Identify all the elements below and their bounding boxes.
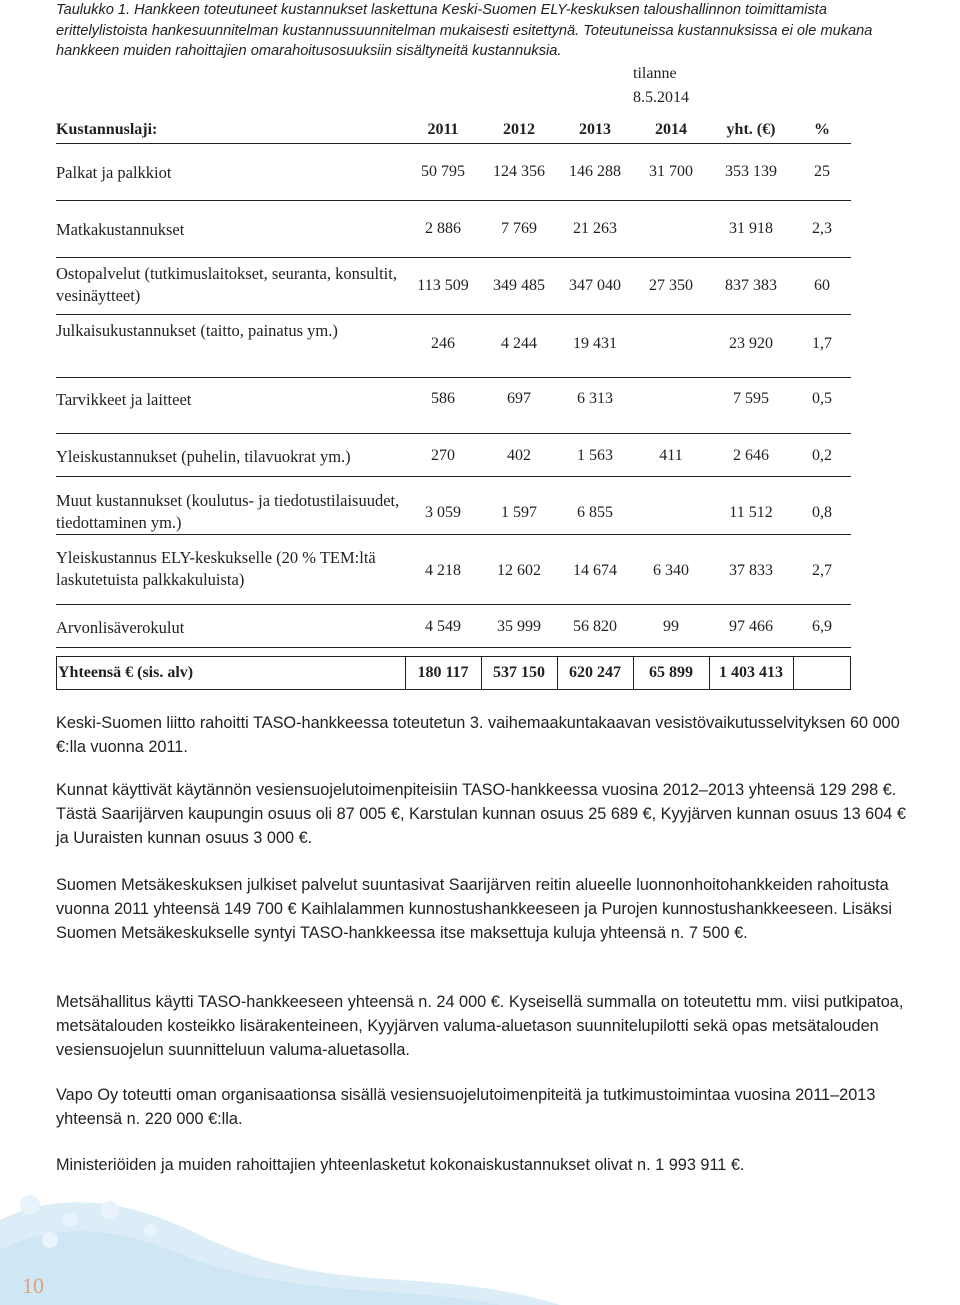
header-2014: 2014 [655,121,687,138]
paragraph-kunnat: Kunnat käyttivät käytännön vesiensuojelutoimenpiteisiin TASO-hankkeessa vuosina 2012–2013 yhteensä 129 298 €. Tästä Saarijärven kaupungin osuus oli 87 005 €, Karstulan kunnan osuus 25 689 €, Kyyjärven kunnan osuus 13 604 € ja Uuraisten kunnan osuus 3 000 €. [56,781,906,847]
total-cell-percent [793,656,851,690]
row-label: Yleiskustannukset (puhelin, tilavuokrat ym.) [56,447,351,466]
table-cell: 3 059 [425,504,461,521]
total-2012: 537 150 [493,664,545,681]
row-rule [56,647,851,648]
row-label: Yleiskustannus ELY-keskukselle (20 % TEM:ltä laskutetuista palkkakuluista) [56,548,376,589]
decorative-wave [0,1180,960,1305]
table-cell: 270 [431,447,455,464]
table-cell: 25 [814,163,830,180]
table-cell: 2,7 [812,562,832,579]
paragraph-vapo: Vapo Oy toteutti oman organisaationsa sisällä vesiensuojelutoimenpiteitä ja tutkimustoimintaa vuosina 2011–2013 yhteensä n. 220 000 €:lla. [56,1086,876,1128]
table-cell: 37 833 [729,562,773,579]
row-rule [56,257,851,258]
table-cell: 1,7 [812,335,832,352]
total-2011: 180 117 [417,664,469,681]
row-rule [56,314,851,315]
row-label: Muut kustannukset (koulutus- ja tiedotustilaisuudet, tiedottaminen ym.) [56,491,400,532]
table-cell: 12 602 [497,562,541,579]
table-cell: 6 855 [577,504,613,521]
header-rule [56,143,851,144]
row-rule [56,604,851,605]
status-date: 8.5.2014 [633,89,689,106]
table-cell: 0,2 [812,447,832,464]
row-label: Palkat ja palkkiot [56,163,172,182]
row-rule [56,476,851,477]
table-cell: 31 918 [729,220,773,237]
row-label: Matkakustannukset [56,220,185,239]
table-cell: 23 920 [729,335,773,352]
header-2013: 2013 [579,121,611,138]
table-cell: 246 [431,335,455,352]
row-rule [56,377,851,378]
status-label: tilanne [633,65,677,82]
table-cell: 97 466 [729,618,773,635]
table-cell: 1 597 [501,504,537,521]
table-cell: 6 340 [653,562,689,579]
table-cell: 56 820 [573,618,617,635]
row-rule [56,534,851,535]
table-cell: 837 383 [725,277,777,294]
total-2013: 620 247 [569,664,621,681]
table-cell: 349 485 [493,277,545,294]
table-cell: 586 [431,390,455,407]
header-cost-type: Kustannuslaji: [56,121,158,138]
table-cell: 4 549 [425,618,461,635]
table-cell: 113 509 [417,277,469,294]
table-cell: 4 244 [501,335,537,352]
table-cell: 7 769 [501,220,537,237]
table-cell: 353 139 [725,163,777,180]
table-cell: 11 512 [729,504,773,521]
header-total-eur: yht. (€) [726,121,776,138]
header-2011: 2011 [427,121,459,138]
table-caption: Taulukko 1. Hankkeen toteutuneet kustannukset laskettuna Keski-Suomen ELY-keskuksen taloushallinnon toimittamista erittelylistoista hankesuunnitelman kustannussuunnitelman mukaisesti esitettynä. Toteutuneissa kustannuksissa ei ole mukana hankkeen muiden rahoittajien omarahoitusosuuksiin sisältyneitä kustannuksia. [56,2,873,59]
table-cell: 31 700 [649,163,693,180]
table-cell: 99 [663,618,679,635]
table-cell: 7 595 [733,390,769,407]
row-rule [56,200,851,201]
table-cell: 146 288 [569,163,621,180]
table-cell: 27 350 [649,277,693,294]
table-cell: 2 886 [425,220,461,237]
header-percent: % [814,121,830,138]
table-cell: 0,5 [812,390,832,407]
header-2012: 2012 [503,121,535,138]
table-cell: 1 563 [577,447,613,464]
table-cell: 697 [507,390,531,407]
table-cell: 124 356 [493,163,545,180]
paragraph-metsahallitus: Metsähallitus käytti TASO-hankkeeseen yhteensä n. 24 000 €. Kyseisellä summalla on toteutettu mm. viisi putkipatoa, metsätalouden kosteikko lisärakenteineen, Kyyjärven valuma-aluetason suunnitelupilotti sekä opas metsätalouden vesiensuojelun suunnitteluun valuma-aluetasolla. [56,993,904,1059]
table-cell: 4 218 [425,562,461,579]
row-label: Tarvikkeet ja laitteet [56,390,192,409]
table-cell: 6,9 [812,618,832,635]
table-cell: 402 [507,447,531,464]
table-cell: 0,8 [812,504,832,521]
table-cell: 6 313 [577,390,613,407]
table-cell: 411 [659,447,683,464]
paragraph-total: Ministeriöiden ja muiden rahoittajien yhteenlasketut kokonaiskustannukset olivat n. 1 993 911 €. [56,1156,745,1174]
paragraph-metsakeskus: Suomen Metsäkeskuksen julkiset palvelut suuntasivat Saarijärven reitin alueelle luonnonhoitohankkeiden rahoitusta vuonna 2011 yhteensä 149 700 € Kaihlalammen kunnostushankkeeseen ja Purojen kunnostushankkeeseen. Lisäksi Suomen Metsäkeskukselle syntyi TASO-hankkeessa itse maksettuja kuluja yhteensä n. 7 500 €. [56,876,893,942]
row-label: Julkaisukustannukset (taitto, painatus ym.) [56,321,338,340]
page-number: 10 [22,1273,44,1298]
table-cell: 50 795 [421,163,465,180]
paragraph-liitto: Keski-Suomen liitto rahoitti TASO-hankkeessa toteutetun 3. vaihemaakuntakaavan vesistövaikutusselvityksen 60 000 €:lla vuonna 2011. [56,714,900,756]
table-cell: 60 [814,277,830,294]
table-cell: 2 646 [733,447,769,464]
table-cell: 14 674 [573,562,617,579]
table-cell: 347 040 [569,277,621,294]
table-cell: 35 999 [497,618,541,635]
table-cell: 19 431 [573,335,617,352]
table-cell: 21 263 [573,220,617,237]
row-label: Ostopalvelut (tutkimuslaitokset, seuranta, konsultit, vesinäytteet) [56,264,397,305]
row-rule [56,433,851,434]
table-cell: 2,3 [812,220,832,237]
row-label: Arvonlisäverokulut [56,618,185,637]
total-2014: 65 899 [649,664,693,681]
total-sum: 1 403 413 [719,664,783,681]
total-label: Yhteensä € (sis. alv) [58,664,194,681]
